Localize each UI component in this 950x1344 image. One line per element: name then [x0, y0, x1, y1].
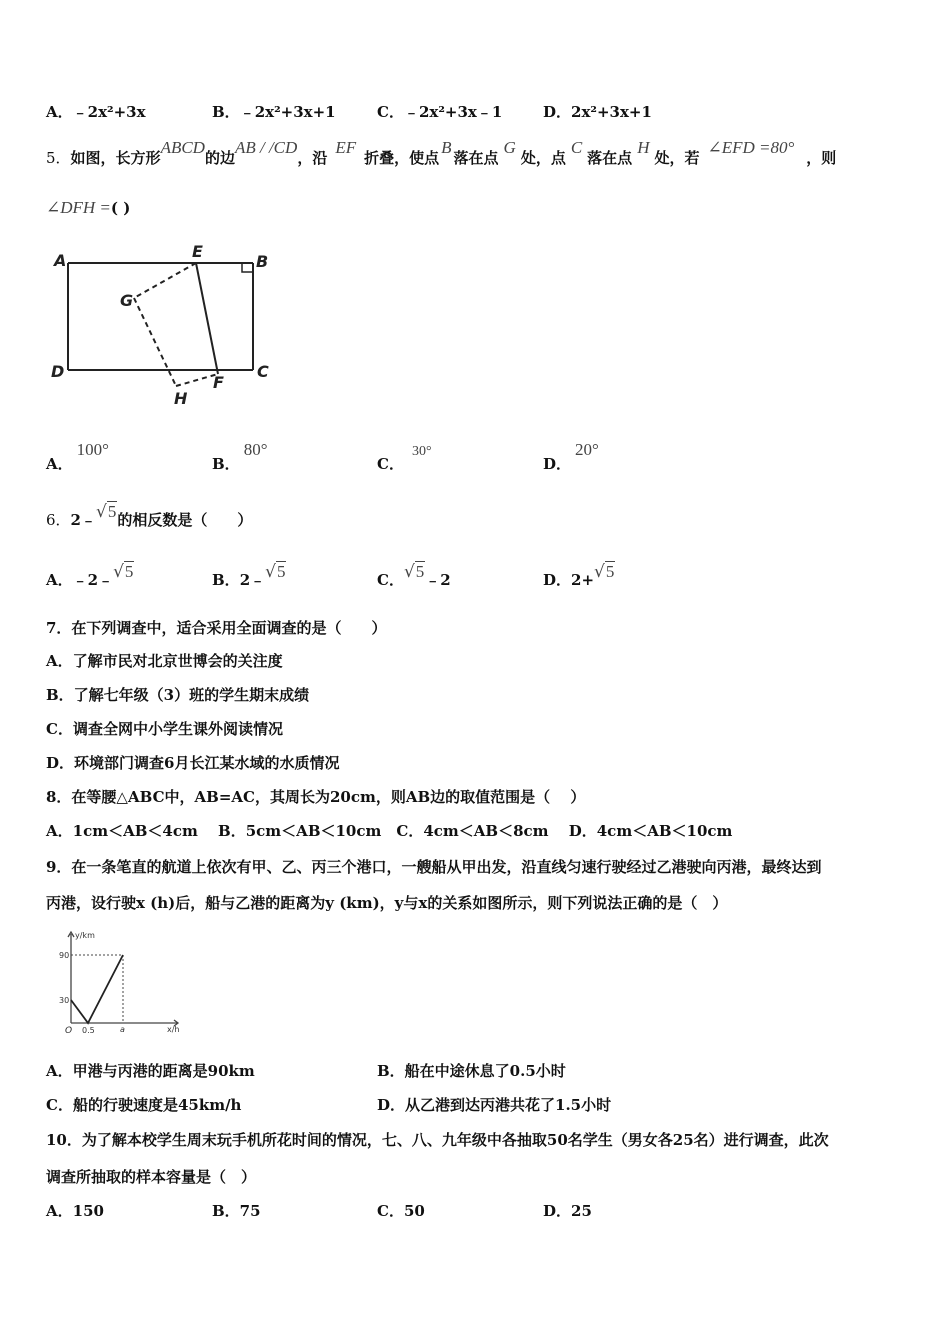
- q10-option-d: D．25: [543, 1202, 592, 1220]
- q9-distance-graph: [55, 928, 185, 1036]
- q7-option-c: C．调查全网中小学生课外阅读情况: [46, 720, 283, 738]
- label-g: G: [120, 291, 134, 310]
- q7-stem: 7．在下列调查中，适合采用全面调查的是（ ）: [46, 619, 387, 637]
- label-a: A: [54, 251, 67, 270]
- q9-stem-line1: 9．在一条笔直的航道上依次有甲、乙、丙三个港口，一艘船从甲出发，沿直线匀速行驶经过乙港驶向丙港，最终达到: [46, 858, 822, 876]
- q9-option-c: C．船的行驶速度是45km/h: [46, 1096, 242, 1114]
- q4-option-d: D．2x²+3x+1: [543, 103, 652, 121]
- q4-option-b: B．﹣2x²+3x+1: [212, 103, 336, 121]
- q5-option-d: D．20°: [543, 440, 599, 473]
- y-tick-90: 90: [59, 951, 70, 960]
- q6-option-a: A．﹣2﹣√5: [46, 562, 134, 589]
- q8-stem: 8．在等腰△ABC中，AB=AC，其周长为20cm，则AB边的取值范围是（ ）: [46, 788, 586, 806]
- q7-option-a: A．了解市民对北京世博会的关注度: [46, 652, 283, 670]
- q10-option-c: C．50: [377, 1202, 425, 1220]
- q8-options: A．1cm＜AB＜4cm B．5cm＜AB＜10cm C．4cm＜AB＜8cm D．4cm＜AB＜10cm: [46, 822, 733, 840]
- q4-option-a: A．﹣2x²+3x: [46, 103, 146, 121]
- origin-label: O: [65, 1026, 73, 1036]
- label-b: B: [256, 252, 269, 271]
- q5-fold-figure: [46, 240, 286, 415]
- dash-eg: [134, 263, 196, 298]
- q9-stem-line2: 丙港，设行驶x (h)后，船与乙港的距离为y (km)，y与x的关系如图所示，则下列说法正确的是（ ）: [46, 894, 728, 912]
- q10-option-b: B．75: [212, 1202, 261, 1220]
- q7-option-d: D．环境部门调查6月长江某水域的水质情况: [46, 754, 340, 772]
- q5-stem-line2: ∠DFH =( ): [46, 198, 131, 217]
- q10-stem-line1: 10．为了解本校学生周末玩手机所花时间的情况，七、八、九年级中各抽取50名学生（男女各25名）进行调查，此次: [46, 1131, 829, 1149]
- x-tick-a: a: [120, 1025, 125, 1034]
- q6-option-b: B．2﹣√5: [212, 562, 286, 589]
- y-tick-30: 30: [59, 996, 70, 1005]
- q5-stem: 5．如图，长方形ABCD的边AB / /CD，沿EF折叠，使点B落在点G处，点C落在点H处，若∠EFD =80°，则: [46, 138, 837, 167]
- label-f: F: [213, 373, 224, 392]
- right-angle-mark: [242, 263, 253, 272]
- x-axis-label: x/h: [167, 1025, 180, 1034]
- dash-hf: [176, 374, 218, 386]
- q6-option-c: C．√5﹣2: [377, 562, 451, 589]
- q9-option-b: B．船在中途休息了0.5小时: [377, 1062, 566, 1080]
- q10-stem-line2: 调查所抽取的样本容量是（ ）: [46, 1168, 257, 1186]
- q5-option-c: C．30°: [377, 444, 432, 473]
- y-axis-label: y/km: [75, 931, 95, 940]
- q7-option-b: B．了解七年级（3）班的学生期末成绩: [46, 686, 310, 704]
- label-d: D: [51, 362, 65, 381]
- q4-option-c: C．﹣2x²+3x﹣1: [377, 103, 503, 121]
- q10-option-a: A．150: [46, 1202, 104, 1220]
- q6-stem: 6．2﹣√5的相反数是（ ）: [46, 502, 253, 529]
- label-h: H: [174, 389, 188, 408]
- label-c: C: [257, 362, 269, 381]
- label-e: E: [192, 242, 203, 261]
- dash-gh: [134, 298, 176, 386]
- x-tick-0-5: 0.5: [82, 1026, 95, 1035]
- q6-option-d: D．2+√5: [543, 562, 615, 589]
- q5-option-a: A．100°: [46, 440, 109, 473]
- fold-line-ef: [196, 263, 218, 374]
- q9-option-d: D．从乙港到达丙港共花了1.5小时: [377, 1096, 612, 1114]
- q5-option-b: B．80°: [212, 440, 268, 473]
- q9-option-a: A．甲港与丙港的距离是90km: [46, 1062, 255, 1080]
- graph-line: [71, 955, 123, 1023]
